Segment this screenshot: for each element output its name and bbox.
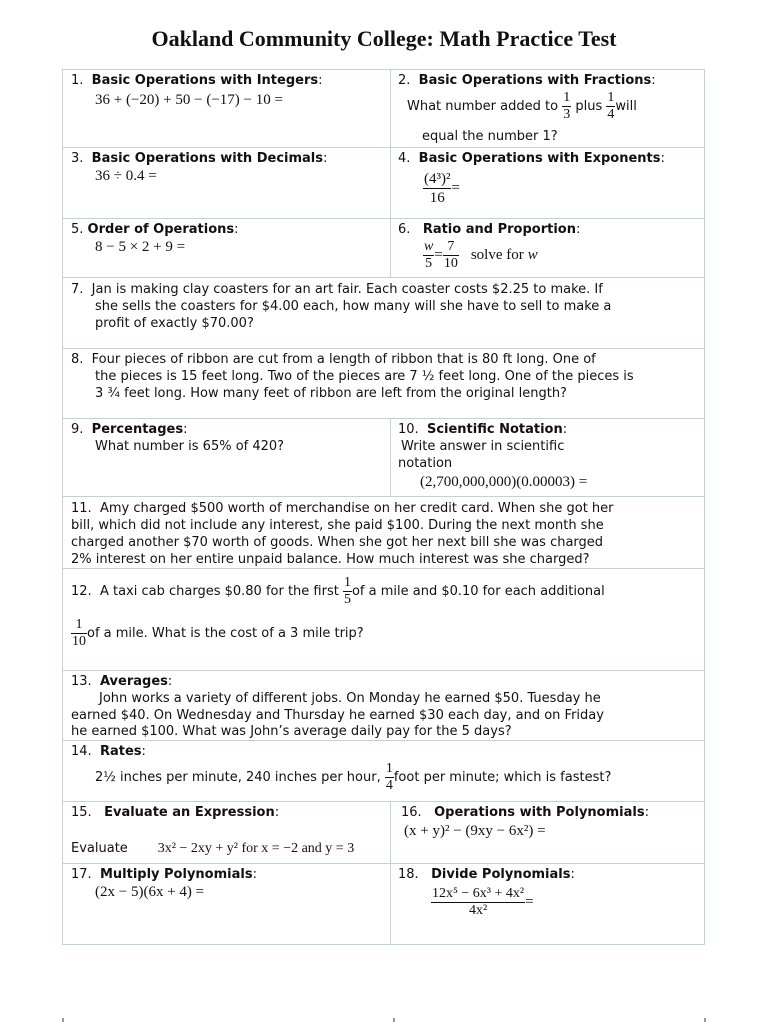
fraction: $\frac{1}{5}$ xyxy=(343,575,351,607)
question-number: 2. xyxy=(398,73,411,88)
question-14: 14. Rates: 2½ inches per minute, 240 inches per hour, $\frac{1}{4}$ foot per minute; which is fastest? xyxy=(71,744,612,793)
question-text: notation xyxy=(398,456,453,471)
question-label: Basic Operations with Exponents xyxy=(418,151,661,166)
question-label: Rates xyxy=(99,744,142,759)
question-1: 1. Basic Operations with Integers: 36 + (−20) + 50 − (−17) − 10 = xyxy=(63,70,391,147)
question-9: 9. Percentages: What number is 65% of 420? xyxy=(63,419,391,496)
table-row xyxy=(63,671,704,741)
table-row xyxy=(63,148,704,219)
question-11 xyxy=(63,497,704,568)
question-number: 8. xyxy=(71,352,84,367)
fraction: $\frac{7}{10}$ xyxy=(443,239,458,271)
question-10: 10. Scientific Notation: Write answer in scientific notation (2,700,000,000)(0.00003) = xyxy=(398,422,588,490)
question-text: bill, which did not include any interest, she paid $100. During the next month she xyxy=(71,518,604,533)
variable: w xyxy=(527,247,538,263)
question-15: 15. Evaluate an Expression: Evaluate 3x² − 2xy + y² for x = −2 and y = 3 xyxy=(63,802,391,863)
question-5: 5. Order of Operations: 8 − 5 × 2 + 9 = xyxy=(63,219,391,277)
question-label: Ratio and Proportion xyxy=(422,222,576,237)
question-expression: (2,700,000,000)(0.00003) = xyxy=(420,474,588,490)
question-8 xyxy=(63,349,704,418)
fraction: $\frac{\text{(4³)²}}{16}$ xyxy=(424,171,451,206)
table-row xyxy=(63,278,704,349)
question-number: 6. xyxy=(398,222,411,237)
question-label: Basic Operations with Fractions xyxy=(418,73,652,88)
question-label: Scientific Notation xyxy=(426,422,563,437)
equals-sign: = xyxy=(451,180,460,196)
question-number: 14. xyxy=(71,744,92,759)
question-number: 13. xyxy=(71,674,92,689)
question-number: 17. xyxy=(71,867,92,882)
question-7 xyxy=(63,278,704,348)
fraction: $\frac{1}{10}$ xyxy=(72,617,86,649)
question-expression: 36 + (−20) + 50 − (−17) − 10 = xyxy=(95,92,283,108)
question-text: foot per minute; which is fastest? xyxy=(393,770,612,785)
question-text: of a mile. What is the cost of a 3 mile trip? xyxy=(87,626,364,641)
question-text: he earned $100. What was John’s average daily pay for the 5 days? xyxy=(71,724,512,739)
question-label: Basic Operations with Decimals xyxy=(91,151,323,166)
question-text: What number is 65% of 420? xyxy=(95,439,285,454)
equals-sign: = xyxy=(434,247,443,263)
question-number: 7. xyxy=(71,282,84,297)
question-number: 18. xyxy=(398,867,419,882)
question-expression: 8 − 5 × 2 + 9 = xyxy=(95,239,186,255)
question-number: 16. xyxy=(401,805,422,820)
table-row xyxy=(63,741,704,802)
question-text: 2% interest on her entire unpaid balance. How much interest was she charged? xyxy=(71,552,590,567)
table-row xyxy=(63,864,704,944)
question-4: 4. Basic Operations with Exponents: $\frac{\text{(4³)²}}{16}$ = xyxy=(398,151,665,206)
question-text: 2½ inches per minute, 240 inches per hour, xyxy=(95,770,381,785)
table-row xyxy=(63,497,704,569)
question-16: 16. Operations with Polynomials: (x + y)² − (9xy − 6x²) = xyxy=(401,805,649,839)
question-text: Jan is making clay coasters for an art fair. Each coaster costs $2.25 to make. If xyxy=(91,282,603,297)
question-text: Four pieces of ribbon are cut from a length of ribbon that is 80 ft long. One of xyxy=(91,352,596,367)
question-13: 13. Averages: John works a variety of different jobs. On Monday he earned $50. Tuesday he earned $40. On Wednesday and Thursday he earned $30 each day, and on Friday he earned $100. What was John’s average daily pay for the 5 days? xyxy=(71,674,604,739)
question-label: Evaluate an Expression xyxy=(104,805,275,820)
question-label: Multiply Polynomials xyxy=(99,867,253,882)
page-edge-mark xyxy=(704,1018,706,1022)
table-row xyxy=(63,349,704,419)
question-text: Evaluate xyxy=(71,841,128,856)
table-row xyxy=(63,569,704,671)
fraction: $\frac{w}{5}$ xyxy=(424,239,434,271)
question-number: 1. xyxy=(71,73,84,88)
question-text: A taxi cab charges $0.80 for the first xyxy=(99,584,339,599)
question-text: plus xyxy=(575,99,603,114)
equals-sign: = xyxy=(525,894,534,910)
question-number: 12. xyxy=(71,584,92,599)
table-row xyxy=(63,802,704,864)
question-label: Basic Operations with Integers xyxy=(91,73,319,88)
question-text: will xyxy=(615,99,637,114)
question-number: 4. xyxy=(398,151,411,166)
page-title: Oakland Community College: Math Practice Test xyxy=(151,26,617,51)
practice-test-table xyxy=(62,69,705,945)
question-number: 15. xyxy=(71,805,92,820)
fraction: $\frac{\text{12x⁵ − 6x³ + 4x²}}{\text{4x²}}$ xyxy=(432,886,525,918)
question-text: profit of exactly $70.00? xyxy=(95,316,254,331)
question-number: 5. xyxy=(71,222,84,237)
question-text: What number added to xyxy=(407,99,559,114)
question-text: Write answer in scientific xyxy=(401,439,565,454)
question-expression: (2x − 5)(6x + 4) = xyxy=(95,884,205,900)
table-row xyxy=(63,419,704,497)
fraction: $\frac{1}{3}$ xyxy=(563,90,571,122)
fraction: $\frac{1}{4}$ xyxy=(385,761,393,793)
table-row xyxy=(63,70,704,148)
question-label: Percentages xyxy=(91,422,184,437)
question-12 xyxy=(63,569,704,670)
question-expression: 3x² − 2xy + y² for x = −2 and y = 3 xyxy=(157,841,355,856)
question-number: 3. xyxy=(71,151,84,166)
fraction: $\frac{1}{4}$ xyxy=(607,90,615,122)
question-text: John works a variety of different jobs. On Monday he earned $50. Tuesday he xyxy=(99,691,601,706)
question-text: solve for xyxy=(470,247,524,263)
question-17: 17. Multiply Polynomials: (2x − 5)(6x + 4) = xyxy=(63,864,391,944)
question-number: 9. xyxy=(71,422,84,437)
question-expression: 36 ÷ 0.4 = xyxy=(95,168,157,184)
question-text: 3 ¾ feet long. How many feet of ribbon are left from the original length? xyxy=(95,386,567,401)
question-text: she sells the coasters for $4.00 each, how many will she have to sell to make a xyxy=(95,299,612,314)
page-edge-mark xyxy=(393,1018,395,1022)
question-label: Operations with Polynomials xyxy=(434,805,645,820)
question-number: 11. xyxy=(71,501,92,516)
question-6: 6. Ratio and Proportion: $\frac{w}{5}$ = $\frac{7}{10}$ solve for w xyxy=(398,222,581,271)
question-number: 10. xyxy=(398,422,419,437)
question-text: of a mile and $0.10 for each additional xyxy=(351,584,605,599)
question-3: 3. Basic Operations with Decimals: 36 ÷ 0.4 = xyxy=(63,148,391,218)
question-text: charged another $70 worth of goods. When she got her next bill she was charged xyxy=(71,535,604,550)
question-label: Averages xyxy=(99,674,168,689)
question-label: Order of Operations xyxy=(87,222,235,237)
page-edge-mark xyxy=(62,1018,64,1022)
question-text: equal the number 1? xyxy=(422,129,558,144)
question-label: Divide Polynomials xyxy=(431,867,571,882)
question-expression: (x + y)² − (9xy − 6x²) = xyxy=(404,823,546,839)
question-2: 2. Basic Operations with Fractions: What number added to $\frac{1}{3}$ plus $\frac{1}{4}$ will equal the number 1? xyxy=(398,73,656,144)
question-text: Amy charged $500 worth of merchandise on her credit card. When she got her xyxy=(99,501,614,516)
question-text: earned $40. On Wednesday and Thursday he earned $30 each day, and on Friday xyxy=(71,708,604,723)
question-18: 18. Divide Polynomials: $\frac{\text{12x⁵ − 6x³ + 4x²}}{\text{4x²}}$ = xyxy=(398,867,575,918)
table-row xyxy=(63,219,704,278)
question-text: the pieces is 15 feet long. Two of the pieces are 7 ½ feet long. One of the pieces is xyxy=(95,369,634,384)
